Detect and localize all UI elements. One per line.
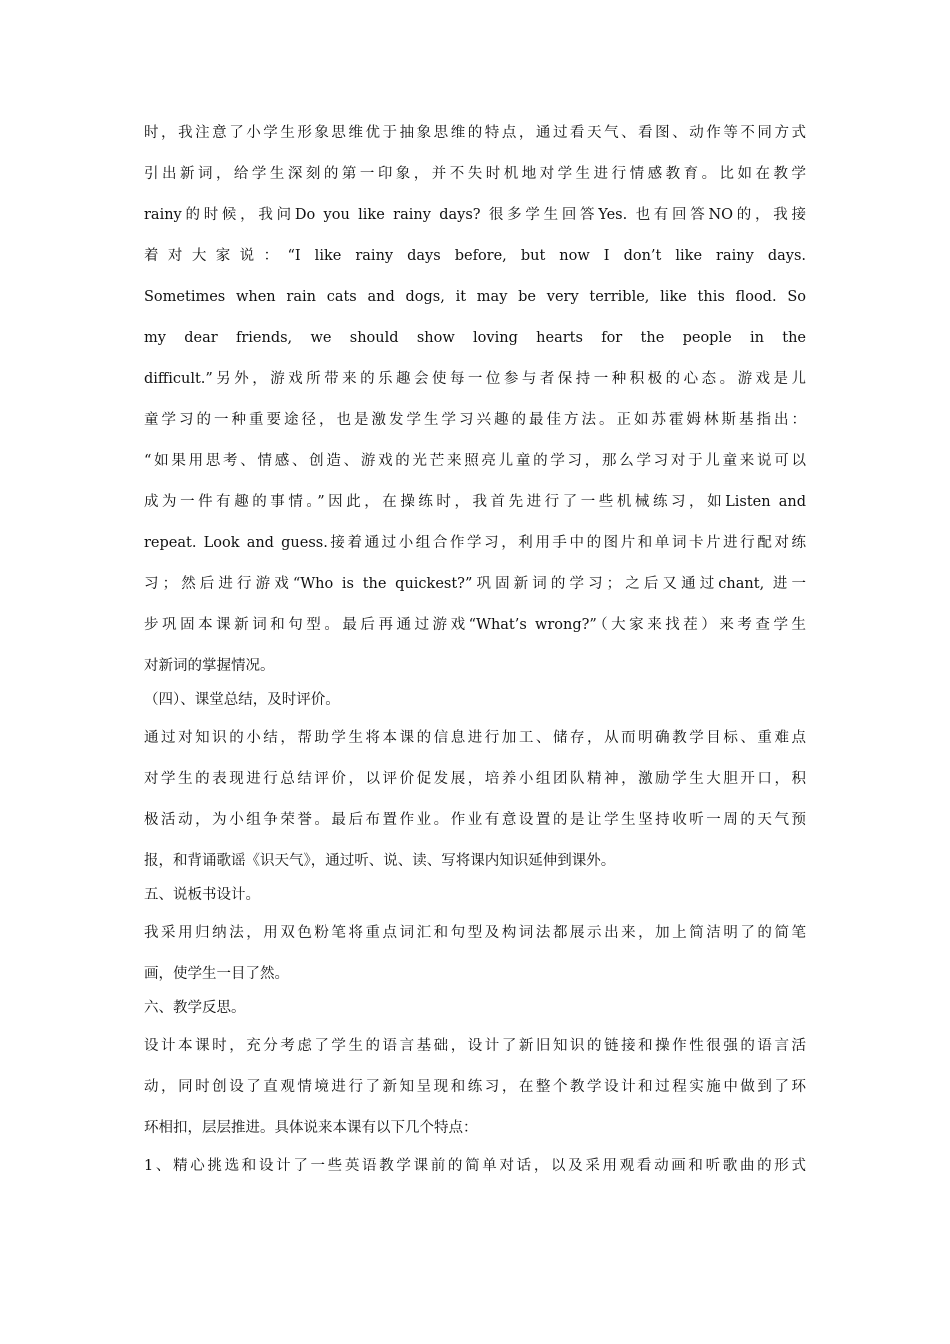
text-line: 对新词的掌握情况。 [144, 658, 275, 674]
text-line: 1、精心挑选和设计了一些英语教学课前的简单对话，以及采用观看动画和听歌曲的形式 [144, 1158, 806, 1174]
text-line: 时，我注意了小学生形象思维优于抽象思维的特点，通过看天气、看图、动作等不同方式 [144, 125, 806, 141]
text-line: 环相扣，层层推进。具体说来本课有以下几个特点： [144, 1120, 478, 1136]
text-line: “如果用思考、情感、创造、游戏的光芒来照亮儿童的学习，那么学习对于儿童来说可以 [144, 453, 806, 469]
text-line: 我采用归纳法，用双色粉笔将重点词汇和句型及构词法都展示出来，加上简洁明了的简笔 [144, 925, 806, 941]
text-line: 习；然后进行游戏“Who is the quickest?”巩固新词的学习；之后又通过chant, 进一 [144, 576, 806, 592]
text-line: 设计本课时，充分考虑了学生的语言基础，设计了新旧知识的链接和操作性很强的语言活 [144, 1038, 806, 1054]
text-line: my dear friends, we should show loving hearts for the people in the [144, 330, 806, 346]
section-heading: （四）、课堂总结，及时评价。 [144, 692, 340, 708]
text-line: Sometimes when rain cats and dogs, it may be very terrible, like this flood. So [144, 289, 806, 305]
text-line: 引出新词，给学生深刻的第一印象，并不失时机地对学生进行情感教育。比如在教学 [144, 166, 806, 182]
text-line: 成为一件有趣的事情。”因此，在操练时，我首先进行了一些机械练习，如Listen and [144, 494, 806, 510]
text-line: repeat. Look and guess.接着通过小组合作学习，利用手中的图片和单词卡片进行配对练 [144, 535, 806, 551]
section-heading: 五、说板书设计。 [144, 887, 260, 903]
text-line: 动，同时创设了直观情境进行了新知呈现和练习，在整个教学设计和过程实施中做到了环 [144, 1079, 806, 1095]
text-line: 着对大家说：“I like rainy days before, but now I don’t like rainy days. [144, 248, 806, 264]
text-line: 对学生的表现进行总结评价，以评价促发展，培养小组团队精神，激励学生大胆开口，积 [144, 771, 806, 787]
text-line: 步巩固本课新词和句型。最后再通过游戏“What’s wrong?”（大家来找茬）来考查学生 [144, 617, 806, 633]
text-line: 报，和背诵歌谣《识天气》，通过听、说、读、写将课内知识延伸到课外。 [144, 853, 616, 869]
text-line: 画，使学生一目了然。 [144, 966, 289, 982]
section-heading: 六、教学反思。 [144, 1000, 246, 1016]
text-line: 通过对知识的小结，帮助学生将本课的信息进行加工、储存，从而明确教学目标、重难点 [144, 730, 806, 746]
text-line: 极活动，为小组争荣誉。最后布置作业。作业有意设置的是让学生坚持收听一周的天气预 [144, 812, 806, 828]
text-line: difficult.”另外，游戏所带来的乐趣会使每一位参与者保持一种积极的心态。游戏是儿 [144, 371, 806, 387]
text-line: rainy的时候，我问Do you like rainy days? 很多学生回答Yes. 也有回答NO的，我接 [144, 207, 806, 223]
text-line: 童学习的一种重要途径，也是激发学生学习兴趣的最佳方法。正如苏霍姆林斯基指出： [144, 412, 806, 428]
